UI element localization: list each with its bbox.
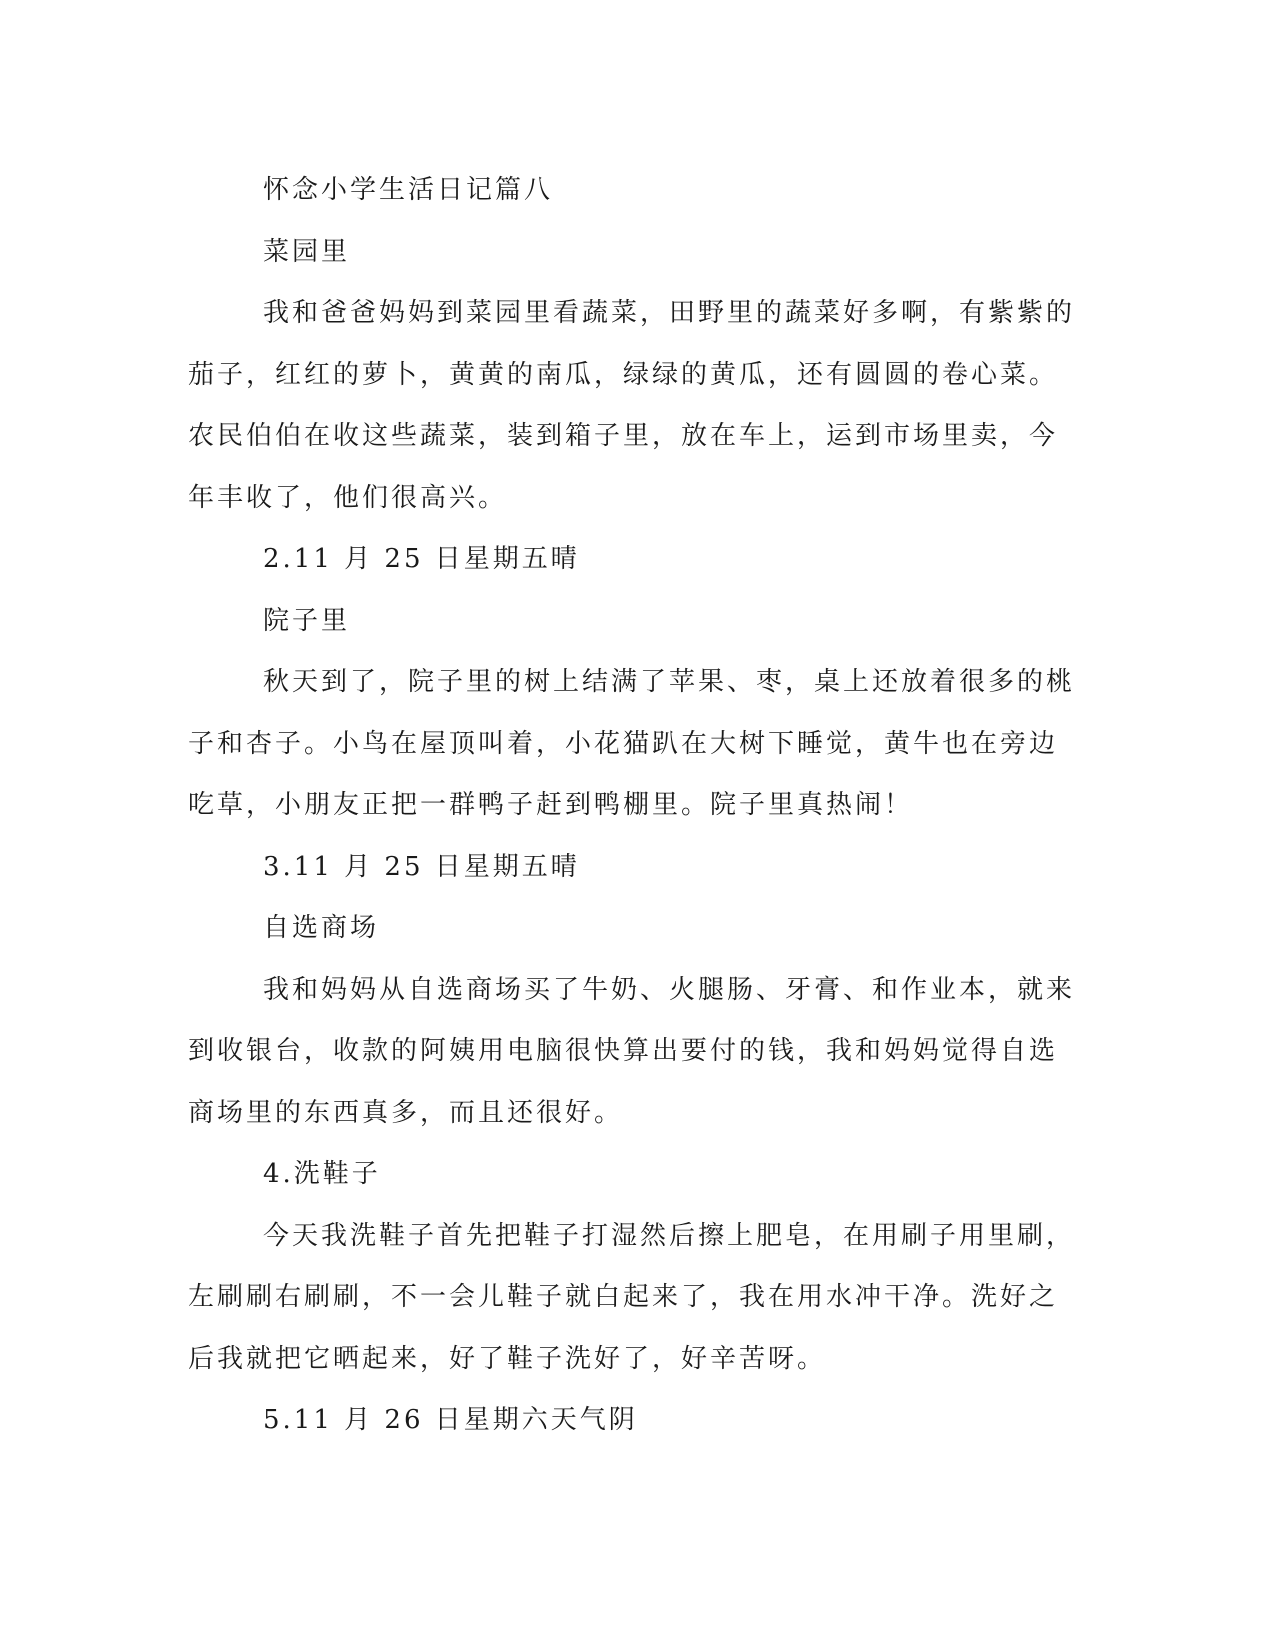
entry-heading: 自选商场 <box>263 913 380 943</box>
paragraph-line: 后我就把它晒起来，好了鞋子洗好了，好辛苦呀。 <box>188 1343 827 1374</box>
entry-date: 5.11 月 26 日星期六天气阴 <box>263 1405 638 1435</box>
paragraph-line: 年丰收了，他们很高兴。 <box>188 482 508 513</box>
paragraph-line: 农民伯伯在收这些蔬菜，装到箱子里，放在车上，运到市场里卖，今 <box>188 421 1059 451</box>
paragraph-line: 到收银台，收款的阿姨用电脑很快算出要付的钱，我和妈妈觉得自选 <box>188 1036 1059 1066</box>
document-page <box>188 160 1076 1452</box>
paragraph-line: 左刷刷右刷刷，不一会儿鞋子就白起来了，我在用水冲干净。洗好之 <box>188 1282 1059 1312</box>
entry-heading: 4.洗鞋子 <box>263 1159 381 1189</box>
paragraph-line: 我和妈妈从自选商场买了牛奶、火腿肠、牙膏、和作业本，就来 <box>263 974 1076 1005</box>
paragraph-line: 茄子，红红的萝卜，黄黄的南瓜，绿绿的黄瓜，还有圆圆的卷心菜。 <box>188 359 1059 390</box>
entry-heading: 院子里 <box>263 605 351 636</box>
entry-date: 2.11 月 25 日星期五晴 <box>263 544 580 574</box>
entry-date: 3.11 月 25 日星期五晴 <box>263 851 580 882</box>
document-title: 怀念小学生活日记篇八 <box>263 175 554 205</box>
paragraph-line: 秋天到了，院子里的树上结满了苹果、枣，桌上还放着很多的桃 <box>263 667 1076 697</box>
paragraph-line: 子和杏子。小鸟在屋顶叫着，小花猫趴在大树下睡觉，黄牛也在旁边 <box>188 728 1059 759</box>
paragraph-line: 吃草，小朋友正把一群鸭子赶到鸭棚里。院子里真热闹！ <box>188 790 914 820</box>
paragraph-line: 今天我洗鞋子首先把鞋子打湿然后擦上肥皂，在用刷子用里刷， <box>263 1220 1076 1251</box>
entry-heading: 菜园里 <box>263 236 351 267</box>
paragraph-line: 商场里的东西真多，而且还很好。 <box>188 1097 624 1128</box>
paragraph-line: 我和爸爸妈妈到菜园里看蔬菜，田野里的蔬菜好多啊，有紫紫的 <box>263 298 1076 328</box>
